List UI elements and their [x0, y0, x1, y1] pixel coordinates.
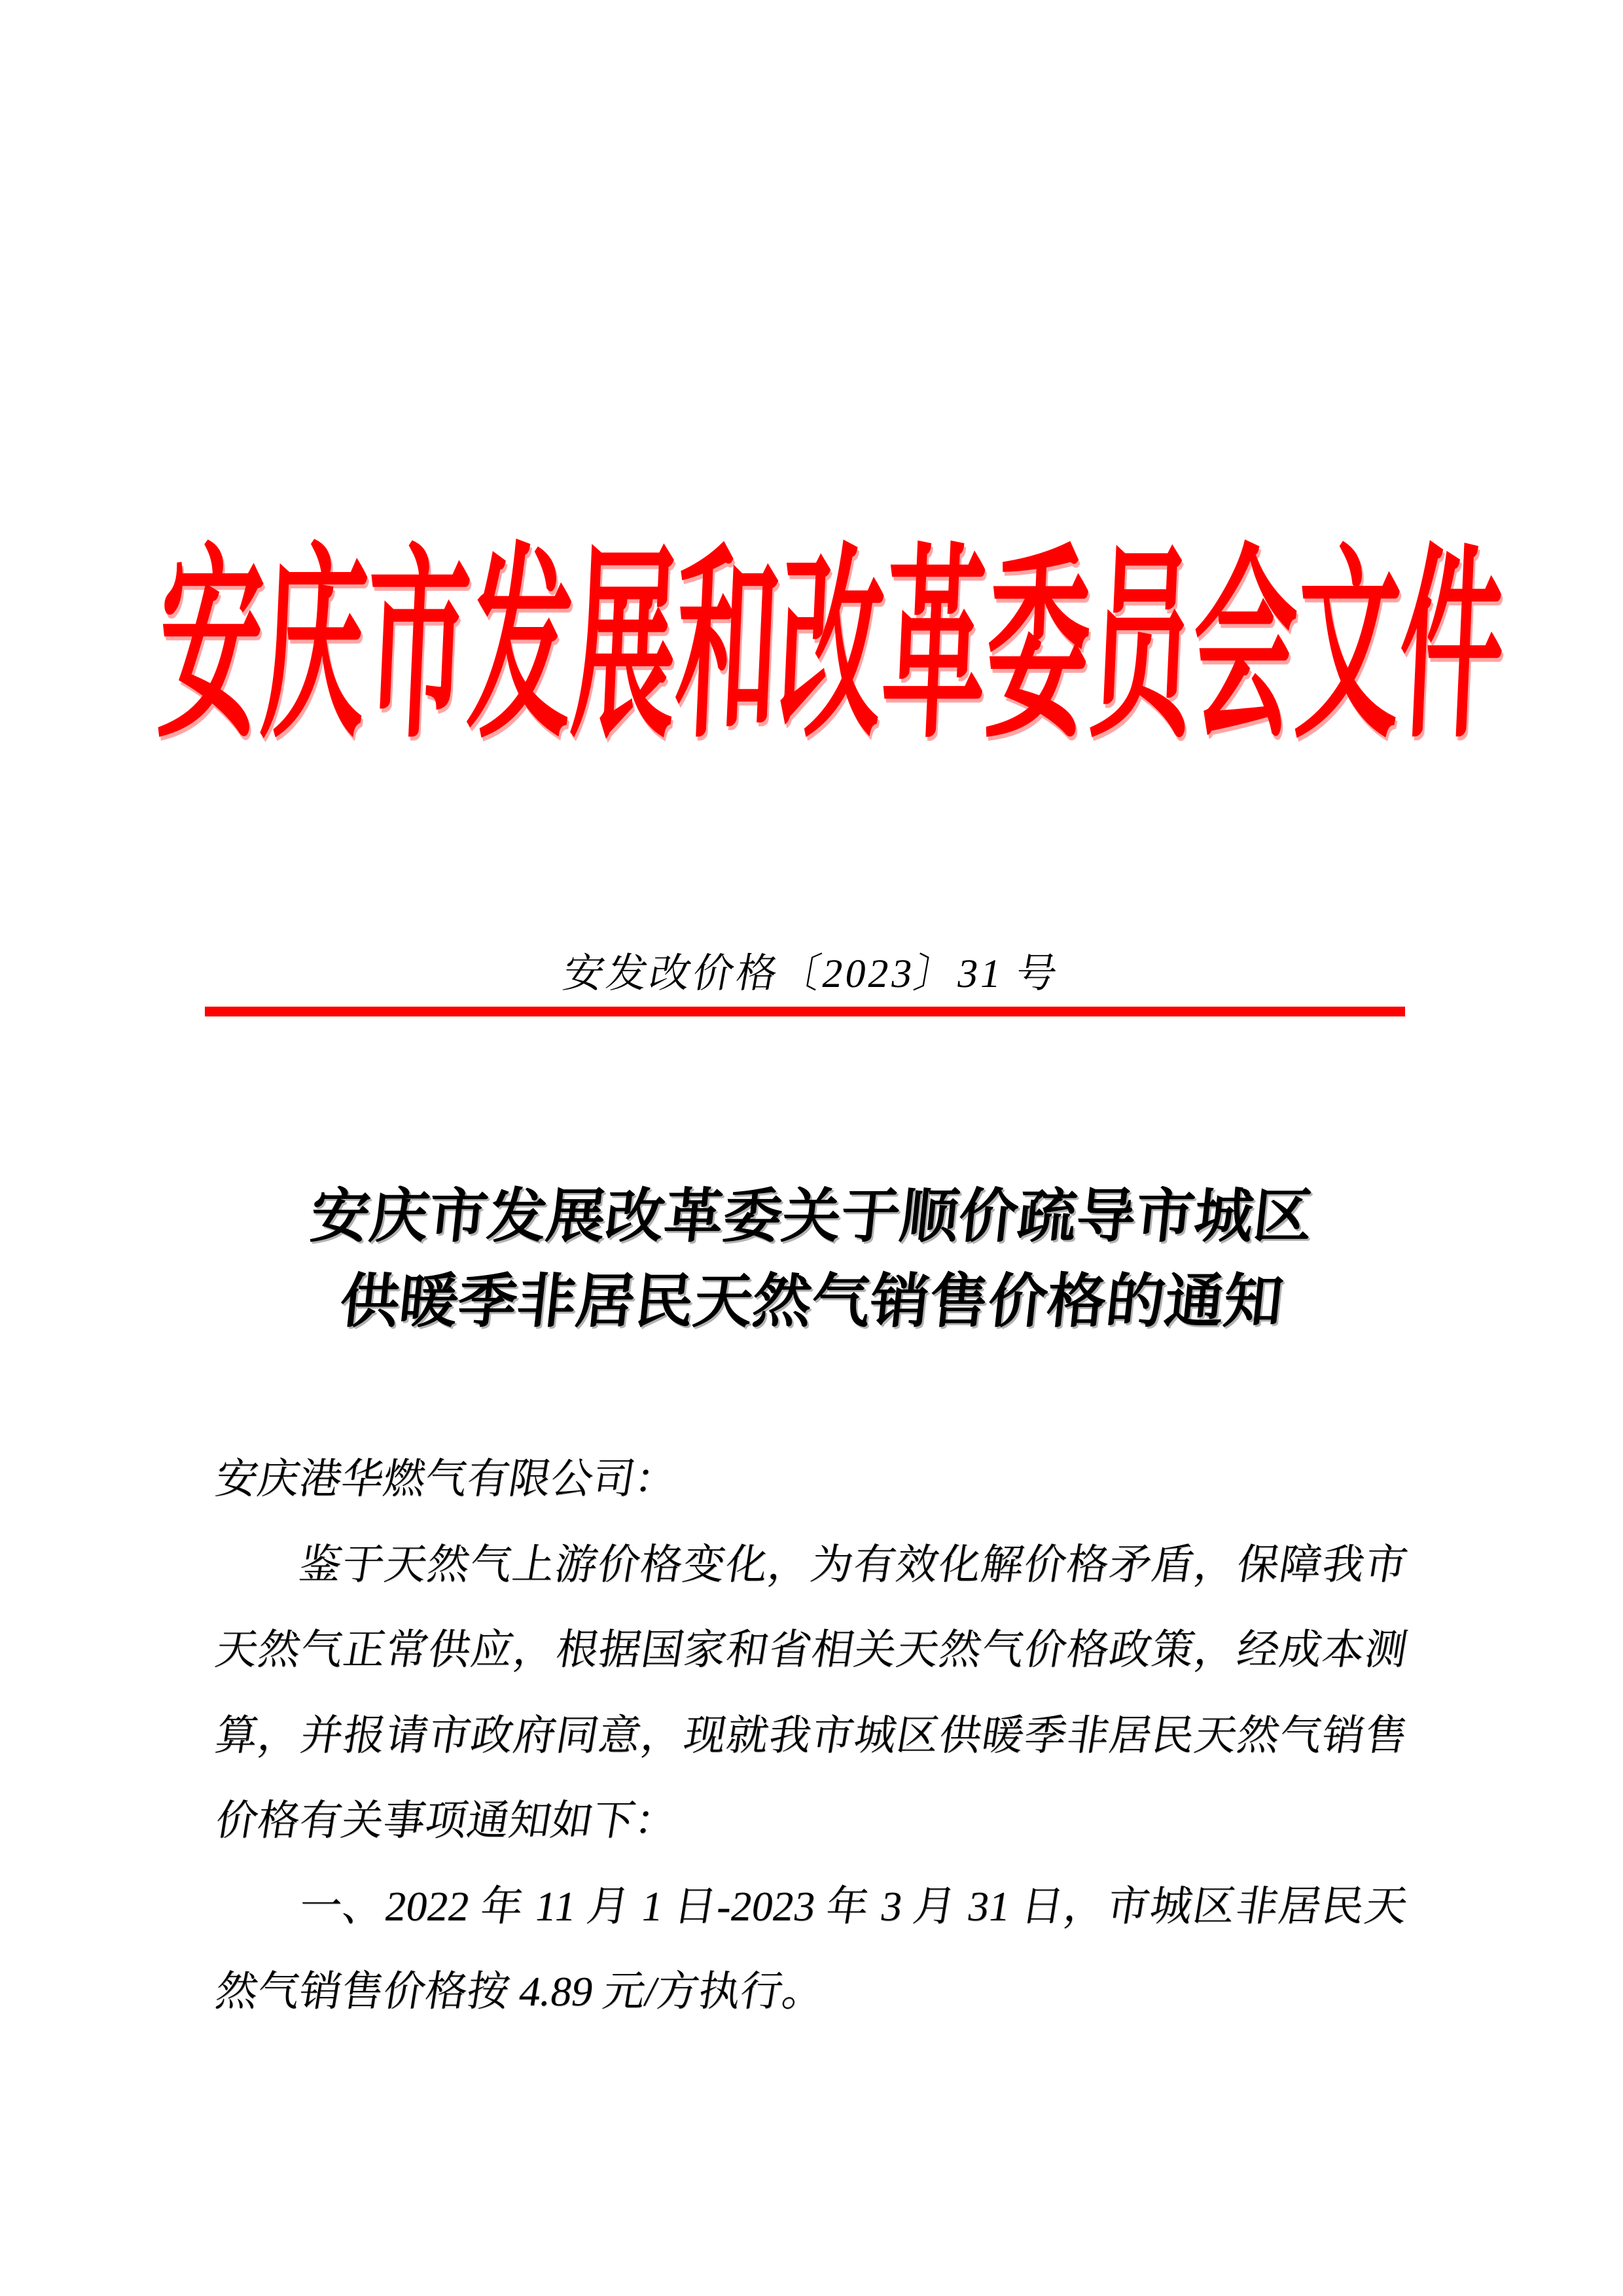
paragraph-1-line-4: 价格有关事项通知如下： [212, 1797, 681, 1844]
paragraph-2-line-2: 然气销售价格按 4.89 元/方执行。 [212, 1968, 829, 2015]
salutation-line: 安庆港华燃气有限公司： [212, 1456, 681, 1502]
agency-banner-title: 安庆市发展和改革委员会文件 [154, 534, 1508, 763]
document-title [216, 1175, 1407, 1345]
document-title-line-2: 供暖季非居民天然气销售价格的通知 [336, 1270, 1287, 1335]
paragraph-1-line-2: 天然气正常供应，根据国家和省相关天然气价格政策，经成本测 [212, 1626, 1411, 1673]
document-body [212, 1437, 1411, 2035]
document-title-line-1: 安庆市发展改革委关于顺价疏导市城区 [307, 1185, 1316, 1249]
red-divider-rule [205, 1007, 1405, 1016]
paragraph-2-line-1: 一、2022 年 11 月 1 日-2023 年 3 月 31 日，市城区非居民天 [296, 1882, 1411, 1929]
paragraph-1-line-1: 鉴于天然气上游价格变化，为有效化解价格矛盾，保障我市 [296, 1541, 1411, 1588]
paragraph-1-line-3: 算，并报请市政府同意，现就我市城区供暖季非居民天然气销售 [212, 1712, 1411, 1759]
document-reference-number: 安发改价格〔2023〕31 号 [560, 952, 1063, 996]
